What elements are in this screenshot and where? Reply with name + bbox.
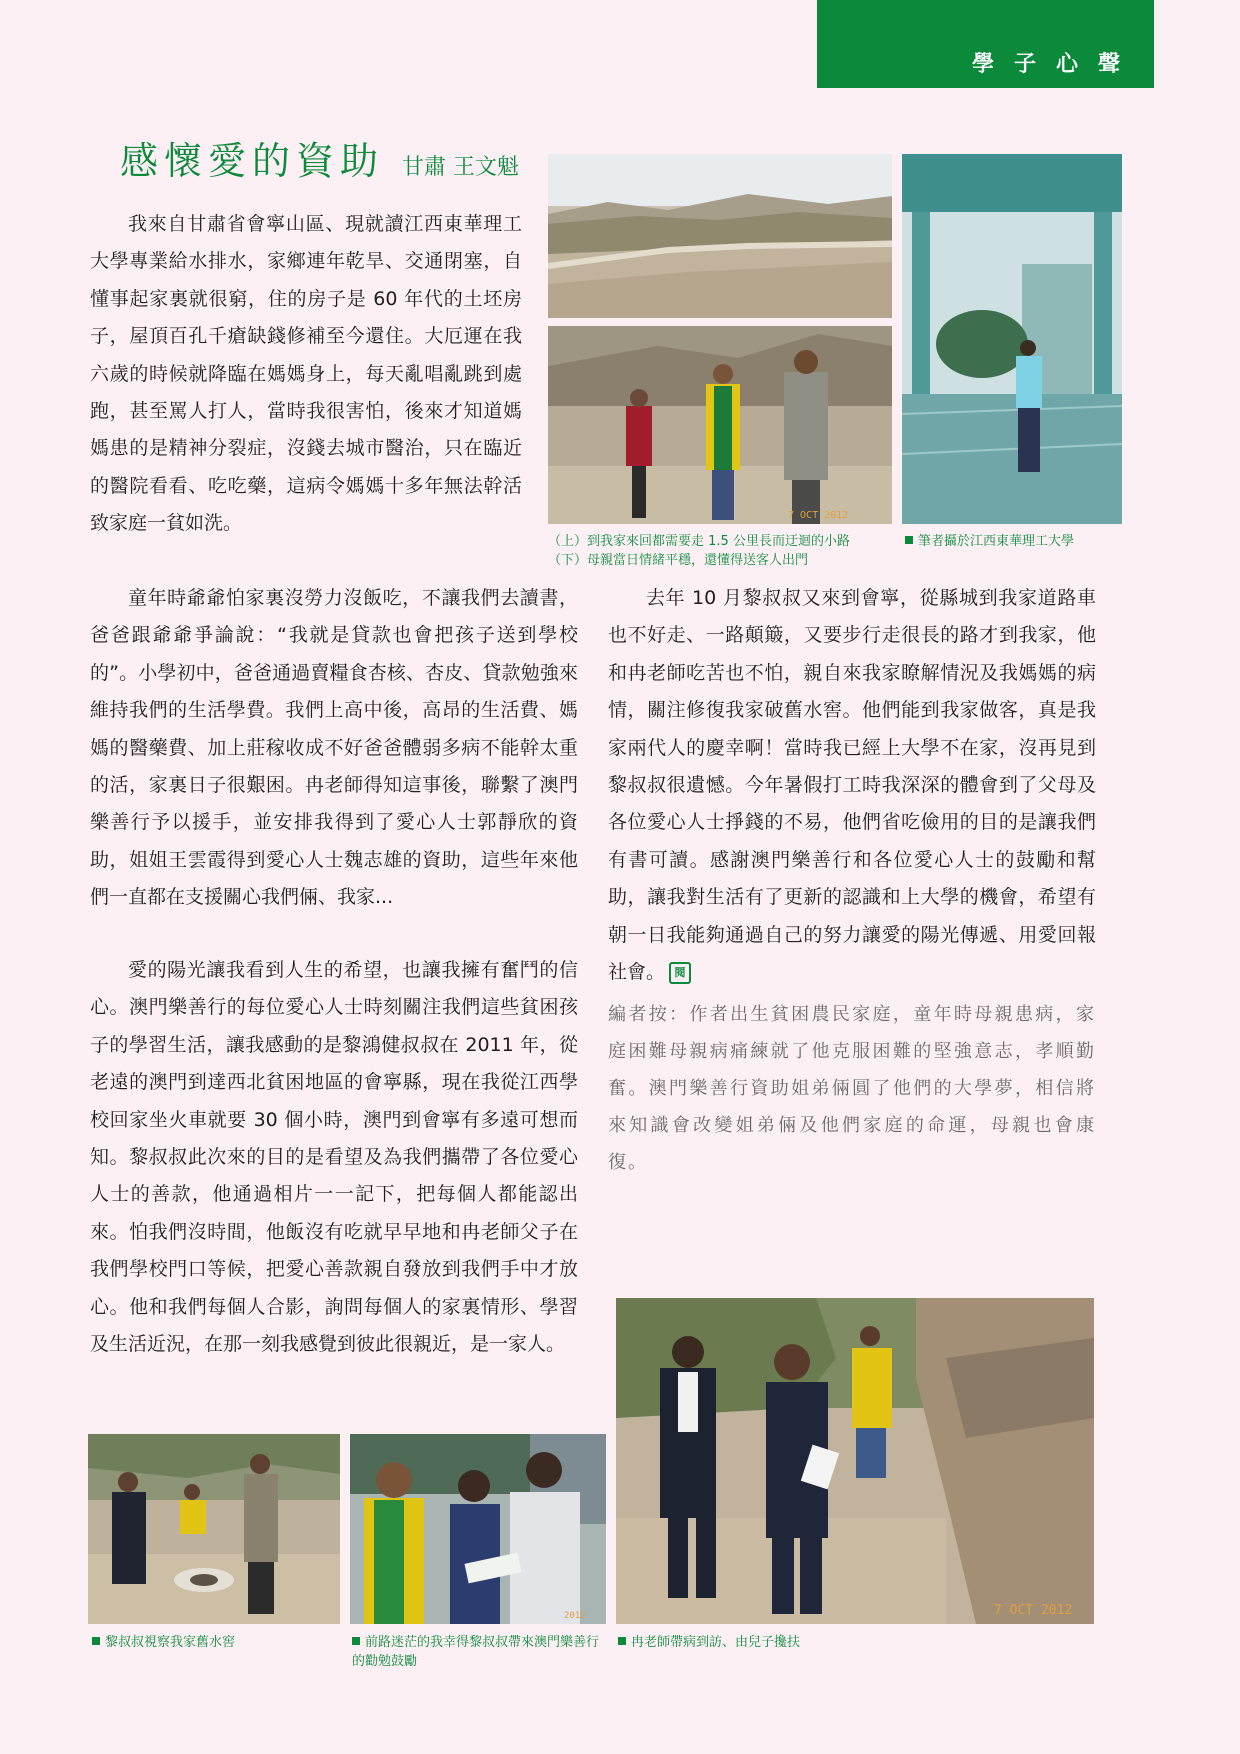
- caption-bullet-icon: [352, 1637, 360, 1645]
- photo-encouragement: [350, 1434, 606, 1624]
- photo-date-stamp: 7 OCT 2012: [788, 510, 849, 521]
- caption-bottom-2: [352, 1633, 604, 1671]
- caption-bullet-icon: [92, 1637, 100, 1645]
- photo-teacher-walking: [616, 1298, 1094, 1624]
- photo-water-cellar: [88, 1434, 340, 1624]
- paragraph-4: [608, 580, 1096, 991]
- paragraph-4-text: 去年 10 月黎叔叔又來到會寧，從縣城到我家道路車也不好走、一路顛簸，又要步行走很長的路才到我家，他和冉老師吃苦也不怕，親自來我家瞭解情況及我媽媽的病情，關注修復我家破舊水窖。他們能到我家做客，真是我家兩代人的慶幸啊！當時我已經上大學不在家，沒再見到黎叔叔很遺憾。今年暑假打工時我深深的體會到了父母及各位愛心人士掙錢的不易，他們省吃儉用的目的是讓我們有書可讀。感謝澳門樂善行和各位愛心人士的鼓勵和幫助，讓我對生活有了更新的認識和上大學的機會，希望有朝一日我能夠通過自己的努力讓愛的陽光傳遞、用愛回報社會。: [608, 587, 1096, 984]
- caption-bottom-3: [618, 1633, 918, 1652]
- section-label: 學子心聲: [971, 52, 1140, 77]
- article-author: 甘肅 王文魁: [402, 155, 519, 180]
- caption-bottom-1-text: 黎叔叔視察我家舊水窖: [105, 1635, 236, 1650]
- caption-bullet-icon: [905, 536, 913, 544]
- caption-bottom-1: [92, 1633, 344, 1652]
- article-title: 感懷愛的資助: [120, 139, 385, 183]
- photo-university-gate: [902, 154, 1122, 524]
- photo-mother-with-visitors: [548, 326, 892, 524]
- caption-bullet-icon: [618, 1637, 626, 1645]
- end-mark-icon: 閱: [669, 962, 691, 984]
- caption-top-left-line-2: （下）母親當日情緒平穩，還懂得送客人出門: [548, 553, 809, 568]
- photo-date-stamp-short: 2012: [564, 1611, 586, 1621]
- caption-top-right-text: 筆者攝於江西東華理工大學: [918, 534, 1075, 549]
- paragraph-2: 童年時爺爺怕家裏沒勞力沒飯吃，不讓我們去讀書，爸爸跟爺爺爭論說：“我就是貸款也會把孩子送到學校的”。小學初中，爸爸通過賣糧食杏核、杏皮、貸款勉強來維持我們的生活學費。我們上高中後，高昂的生活費、媽媽的醫藥費、加上莊稼收成不好爸爸體弱多病不能幹太重的活，家裏日子很艱困。冉老師得知這事後，聯繫了澳門樂善行予以援手，並安排我得到了愛心人士郭靜欣的資助，姐姐王雲霞得到愛心人士魏志雄的資助，這些年來他們一直都在支援關心我們倆、我家...: [90, 587, 578, 909]
- editor-note: 編者按：作者出生貧困農民家庭，童年時母親患病，家庭困難母親病痛練就了他克服困難的堅強意志，孝順勤奮。澳門樂善行資助姐弟倆圓了他們的大學夢，相信將來知識會改變姐弟倆及他們家庭的命運，母親也會康復。: [608, 1004, 1096, 1173]
- photo-hillside-path: [548, 154, 892, 318]
- caption-bottom-2-text: 前路迷茫的我幸得黎叔叔帶來澳門樂善行的勸勉鼓勵: [352, 1635, 600, 1669]
- paragraph-3: 愛的陽光讓我看到人生的希望，也讓我擁有奮鬥的信心。澳門樂善行的每位愛心人士時刻關注我們這些貧困孩子的學習生活，讓我感動的是黎鴻健叔叔在 2011 年，從老遠的澳門到達西北貧困地區的會寧縣，現在我從江西學校回家坐火車就要 30 個小時，澳門到會寧有多遠可想而知。黎叔叔此次來的目的是看望及為我們攜帶了各位愛心人士的善款，他通過相片一一記下，把每個人都能認出來。怕我們沒時間，他飯沒有吃就早早地和冉老師父子在我們學校門口等候，把愛心善款親自發放到我們手中才放心。他和我們每個人合影，詢問每個人的家裏情形、學習及生活近況，在那一刻我感覺到彼此很親近，是一家人。: [90, 959, 578, 1356]
- section-header-tab: [817, 0, 1154, 88]
- caption-top-right: [905, 532, 1125, 551]
- paragraph-1: 我來自甘肅省會寧山區、現就讀江西東華理工大學專業給水排水，家鄉連年乾旱、交通閉塞，自懂事起家裏就很窮，住的房子是 60 年代的土坯房子，屋頂百孔千瘡缺錢修補至今還住。大厄運在我六歲的時候就降臨在媽媽身上，每天亂唱亂跳到處跑，甚至罵人打人，當時我很害怕，後來才知道媽媽患的是精神分裂症，沒錢去城市醫治，只在臨近的醫院看看、吃吃藥，這病令媽媽十多年無法幹活致家庭一貧如洗。: [90, 213, 522, 535]
- caption-bottom-3-text: 冉老師帶病到訪、由兒子攙扶: [631, 1635, 801, 1650]
- caption-top-left: [548, 532, 898, 570]
- photo-date-stamp-2: 7 OCT 2012: [994, 1603, 1073, 1618]
- caption-top-left-line-1: （上）到我家來回都需要走 1.5 公里長而迂迴的小路: [548, 534, 850, 549]
